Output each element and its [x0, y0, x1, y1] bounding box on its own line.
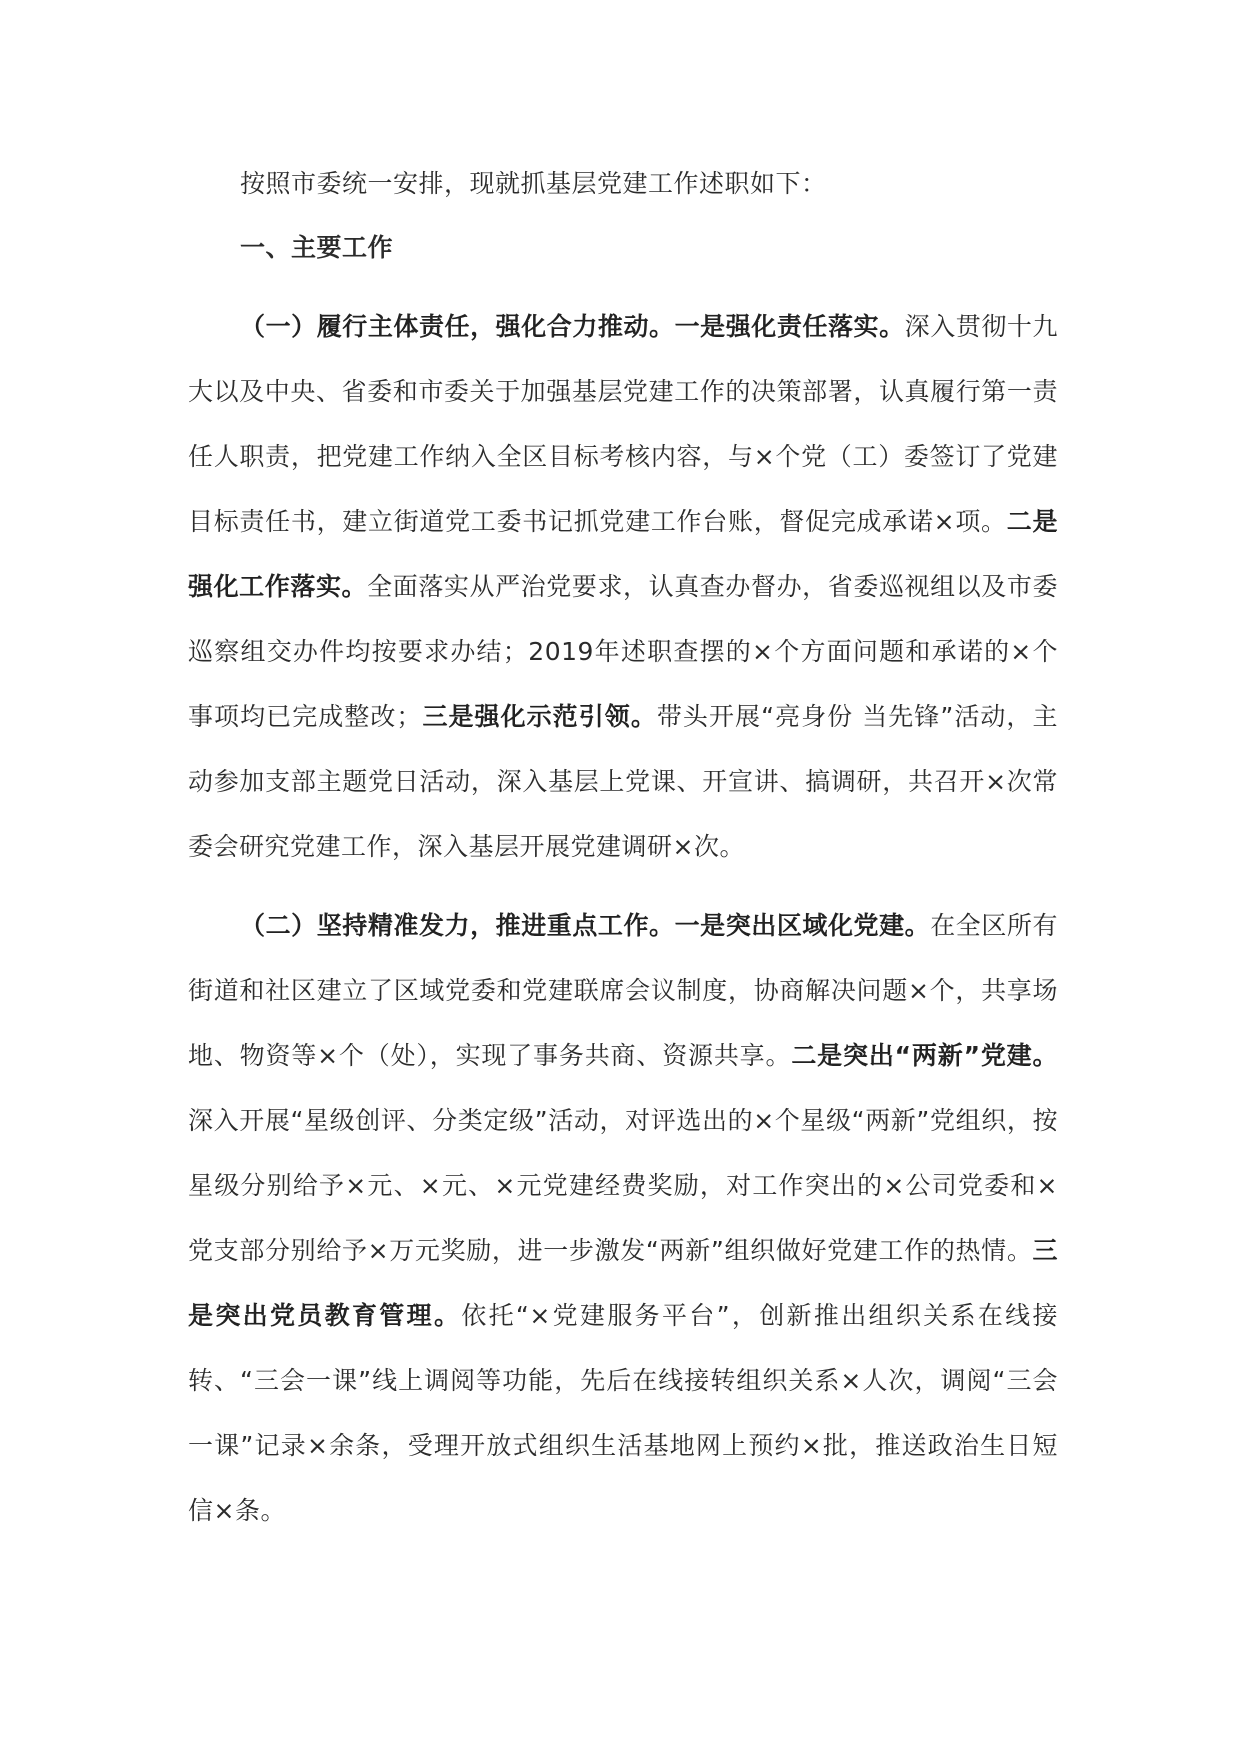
section-1-point-3-label: 三是强化示范引领。: [421, 702, 657, 731]
section-heading: 一、主要工作: [240, 233, 394, 262]
section-2-point-2-text: 深入开展“星级创评、分类定级”活动，对评选出的×个星级“两新”党组织，按星级分别给予×元、×元、×元党建经费奖励，对工作突出的×公司党委和×党支部分别给予×万元奖励，进一步激发“两新”组织做好党建工作的热情。: [188, 1106, 1058, 1265]
section-1-title: （一）履行主体责任，强化合力推动。: [240, 312, 675, 341]
document-page: [188, 0, 1058, 1754]
section-2-point-3-label: 三是突出党员教育管理。: [188, 1236, 1058, 1330]
section-2-title: （二）坚持精准发力，推进重点工作。: [240, 911, 675, 940]
section-1-point-1-text: 深入贯彻十九大以及中央、省委和市委关于加强基层党建工作的决策部署，认真履行第一责任人职责，把党建工作纳入全区目标考核内容，与×个党（工）委签订了党建目标责任书，建立街道党工委书记抓党建工作台账，督促完成承诺×项。: [188, 312, 1058, 536]
section-2-point-1-label: 一是突出区域化党建。: [674, 911, 931, 940]
section-1-point-2-label: 二是强化工作落实。: [188, 507, 1058, 601]
section-2-paragraph: [188, 893, 1058, 1543]
section-1-point-1-label: 一是强化责任落实。: [674, 312, 905, 341]
section-2-point-2-label: 二是突出“两新”党建。: [791, 1041, 1058, 1070]
intro-paragraph: 按照市委统一安排，现就抓基层党建工作述职如下：: [240, 169, 827, 198]
section-2-point-3-text: 依托“×党建服务平台”，创新推出组织关系在线接转、“三会一课”线上调阅等功能，先后在线接转组织关系×人次，调阅“三会一课”记录×余条，受理开放式组织生活基地网上预约×批，推送政治生日短信×条。: [188, 1301, 1058, 1525]
section-1-point-2-text: 全面落实从严治党要求，认真查办督办，省委巡视组以及市委巡察组交办件均按要求办结；2019年述职查摆的×个方面问题和承诺的×个事项均已完成整改；: [188, 572, 1058, 731]
section-1-paragraph: [188, 294, 1058, 879]
section-2-point-1-text: 在全区所有街道和社区建立了区域党委和党建联席会议制度，协商解决问题×个，共享场地、物资等×个（处），实现了事务共商、资源共享。: [188, 911, 1058, 1070]
section-1-point-3-text: 带头开展“亮身份 当先锋”活动，主动参加支部主题党日活动，深入基层上党课、开宣讲、搞调研，共召开×次常委会研究党建工作，深入基层开展党建调研×次。: [188, 702, 1058, 861]
